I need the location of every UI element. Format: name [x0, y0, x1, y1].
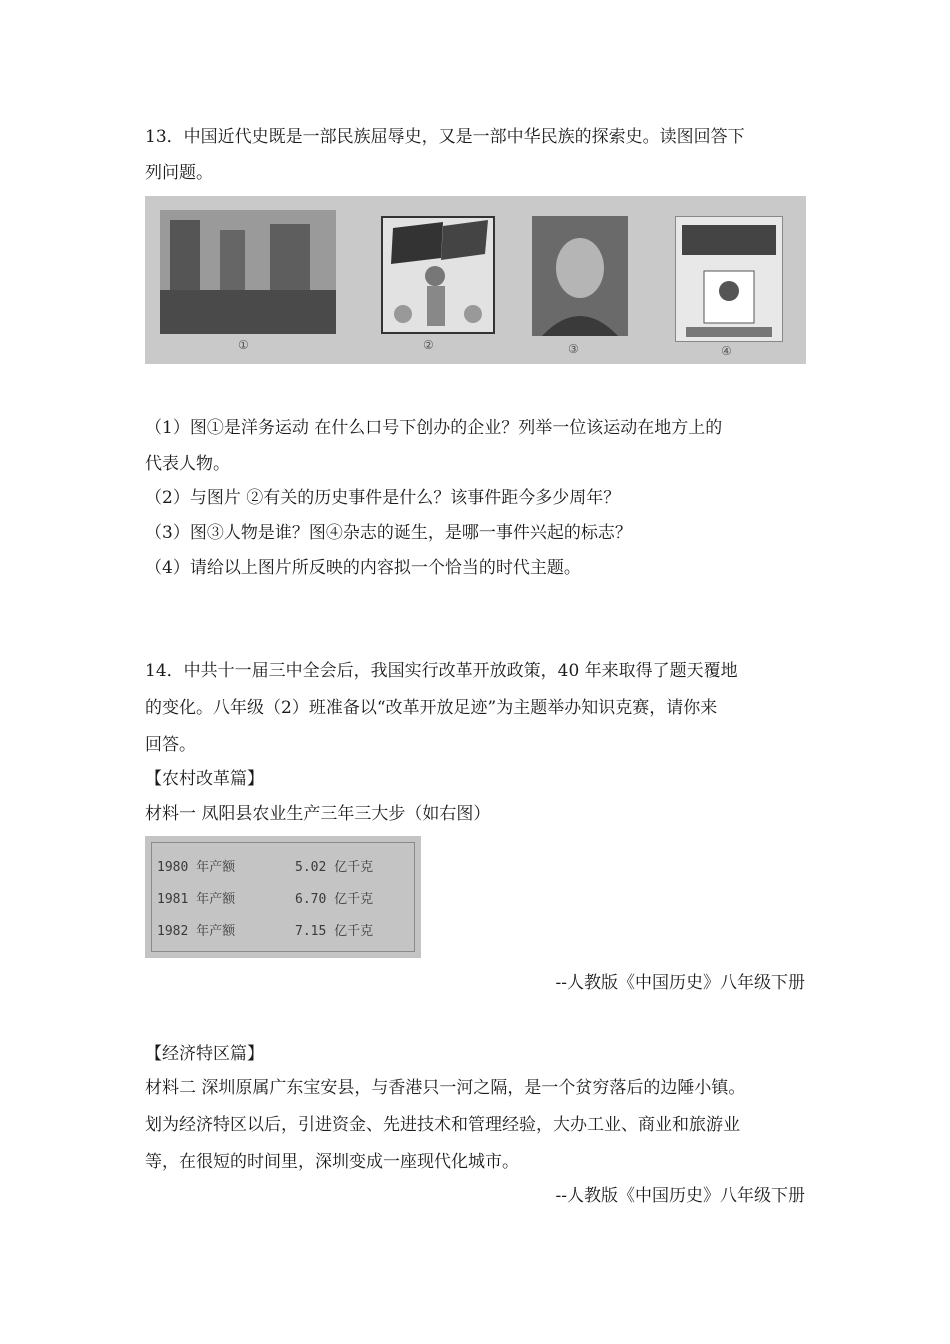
q13-figure-strip	[145, 196, 806, 364]
production-table-image	[145, 836, 421, 958]
figure-3-portrait-photo	[532, 216, 628, 336]
q13-sub2: （2）与图片 ②有关的历史事件是什么？该事件距今多少周年？	[145, 488, 621, 508]
section-rural-reform: 【农村改革篇】	[145, 769, 264, 789]
q13-stem-line2: 列问题。	[145, 163, 213, 183]
figure-2-illustration	[381, 216, 495, 334]
q14-stem-line3: 回答。	[145, 735, 196, 755]
figure-1-caption: ①	[238, 338, 249, 352]
source-citation-1: --人教版《中国历史》八年级下册	[555, 973, 805, 993]
source-citation-2: --人教版《中国历史》八年级下册	[555, 1186, 805, 1206]
production-row-1980: 1980 年产额 5.02 亿千克	[157, 860, 374, 875]
material-1-title: 材料一 凤阳县农业生产三年三大步（如右图）	[145, 804, 491, 824]
production-row-1982: 1982 年产额 7.15 亿千克	[157, 924, 374, 939]
q13-sub4: （4）请给以上图片所反映的内容拟一个恰当的时代主题。	[145, 558, 581, 578]
q13-sub1-line1: （1）图①是洋务运动 在什么口号下创办的企业？列举一位该运动在地方上的	[145, 418, 723, 438]
material-2-line3: 等，在很短的时间里，深圳变成一座现代化城市。	[145, 1152, 519, 1172]
q14-stem-line2: 的变化。八年级（2）班准备以“改革开放足迹”为主题举办知识克赛，请你来	[145, 698, 718, 718]
production-row-1981: 1981 年产额 6.70 亿千克	[157, 892, 374, 907]
figure-4-caption: ④	[721, 344, 732, 358]
q14-stem-line1: 14．中共十一届三中全会后，我国实行改革开放政策，40 年来取得了题天覆地	[145, 661, 738, 681]
material-2-line2: 划为经济特区以后，引进资金、先进技术和管理经验，大办工业、商业和旅游业	[145, 1115, 740, 1135]
q13-sub3: （3）图③人物是谁？图④杂志的诞生，是哪一事件兴起的标志？	[145, 523, 632, 543]
figure-4-magazine-cover	[675, 216, 783, 342]
figure-1-factory-photo	[160, 210, 336, 334]
q13-sub1-line2: 代表人物。	[145, 454, 230, 474]
q13-stem-line1: 13．中国近代史既是一部民族屈辱史，又是一部中华民族的探索史。读图回答下	[145, 127, 745, 147]
figure-3-caption: ③	[568, 342, 579, 356]
figure-2-caption: ②	[423, 338, 434, 352]
section-special-economic-zone: 【经济特区篇】	[145, 1044, 264, 1064]
material-2-line1: 材料二 深圳原属广东宝安县，与香港只一河之隔，是一个贫穷落后的边陲小镇。	[145, 1078, 746, 1098]
